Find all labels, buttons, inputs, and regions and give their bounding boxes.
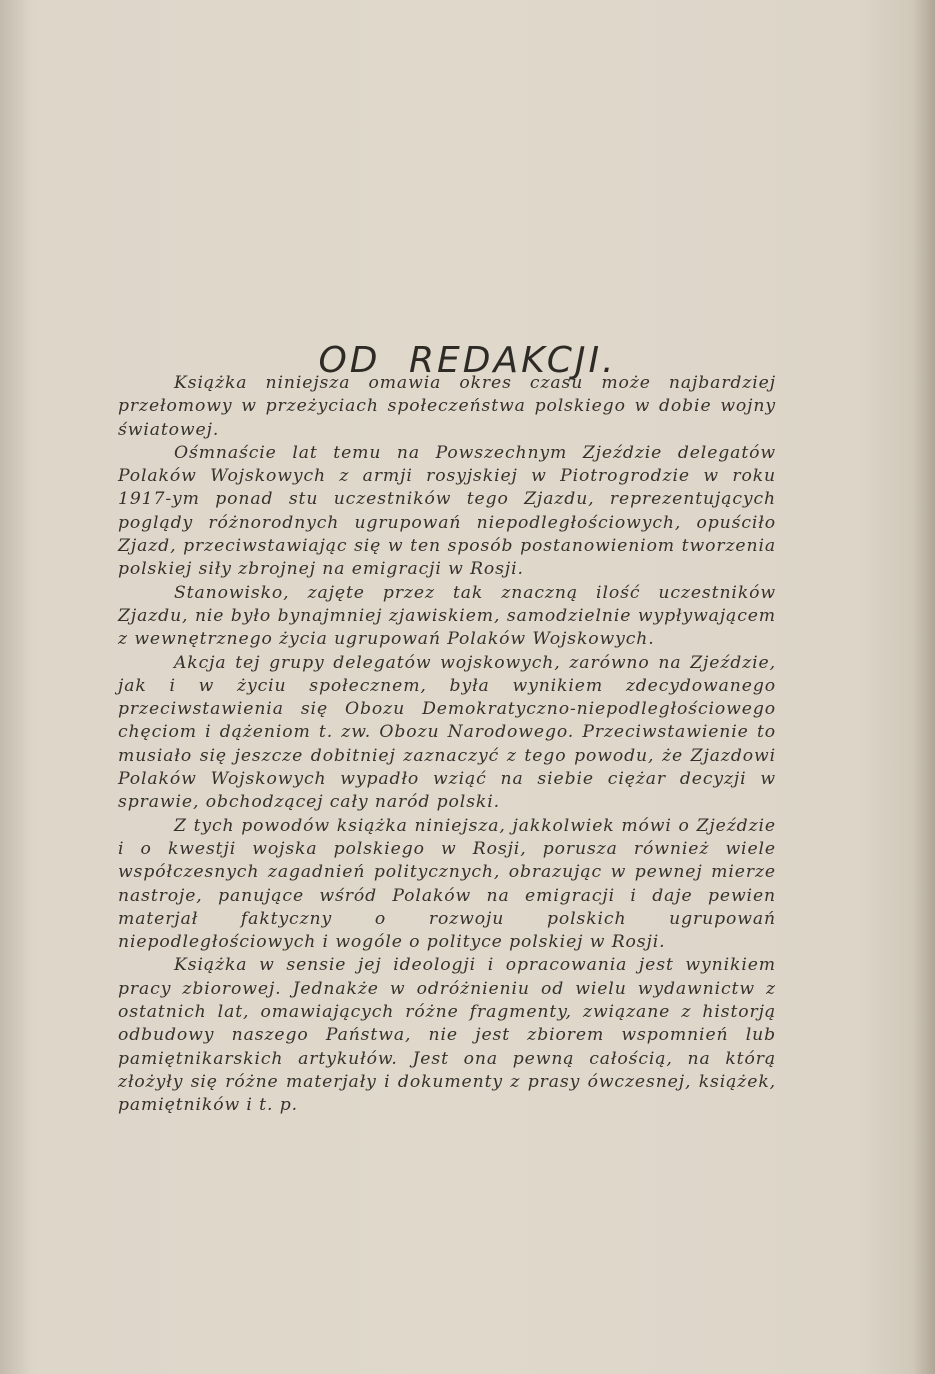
paragraph: Z tych powodów książka niniejsza, jakkolwiek mówi o Zjeździe i o kwestji wojska polskiego w Rosji, porusza również wiele współczesnych zagadnień politycznych, obrazując w pewnej mierze nastroje, panujące wśród Polaków na emigracji i daje pewien materjał faktyczny o rozwoju polskich ugrupowań niepodległościowych i wogóle o polityce polskiej w Rosji. bbox=[118, 815, 776, 953]
editorial-text bbox=[118, 372, 776, 1118]
paragraph: Książka niniejsza omawia okres czasu może najbardziej przełomowy w przeżyciach społeczeństwa polskiego w dobie wojny światowej. bbox=[118, 373, 776, 440]
paragraph: Ośmnaście lat temu na Powszechnym Zjeździe delegatów Polaków Wojskowych z armji rosyjskiej w Piotrogrodzie w roku 1917-ym ponad stu uczestników tego Zjazdu, reprezentujących poglądy różnorodnych ugrupowań niepodległościowych, opuściło Zjazd, przeciwstawiając się w ten sposób postanowieniom tworzenia polskiej siły zbrojnej na emigracji w Rosji. bbox=[118, 442, 776, 580]
page-edge-shadow bbox=[913, 0, 935, 1374]
page-title: OD REDAKCJI. bbox=[318, 340, 617, 382]
page-gutter-shadow bbox=[0, 0, 30, 1374]
paragraph: Stanowisko, zajęte przez tak znaczną ilość uczestników Zjazdu, nie było bynajmniej zjawiskiem, samodzielnie wypływającem z wewnętrznego życia ugrupowań Polaków Wojskowych. bbox=[118, 582, 776, 650]
paragraph: Akcja tej grupy delegatów wojskowych, zarówno na Zjeździe, jak i w życiu społecznem, była wynikiem zdecydowanego przeciwstawienia się Obozu Demokratyczno-niepodległościowego chęciom i dążeniom t. zw. Obozu Narodowego. Przeciwstawienie to musiało się jeszcze dobitniej zaznaczyć z tego powodu, że Zjazdowi Polaków Wojskowych wypadło wziąć na siebie ciężar decyzji w sprawie, obchodzącej cały naród polski. bbox=[118, 652, 776, 813]
paragraph: Książka w sensie jej ideologji i opracowania jest wynikiem pracy zbiorowej. Jednakże w odróżnieniu od wielu wydawnictw z ostatnich lat, omawiających różne fragmenty, związane z historją odbudowy naszego Państwa, nie jest zbiorem wspomnień lub pamiętnikarskich artykułów. Jest ona pewną całością, na którą złożyły się różne materjały i dokumenty z prasy ówczesnej, książek, pamiętników i t. p. bbox=[118, 955, 776, 1116]
